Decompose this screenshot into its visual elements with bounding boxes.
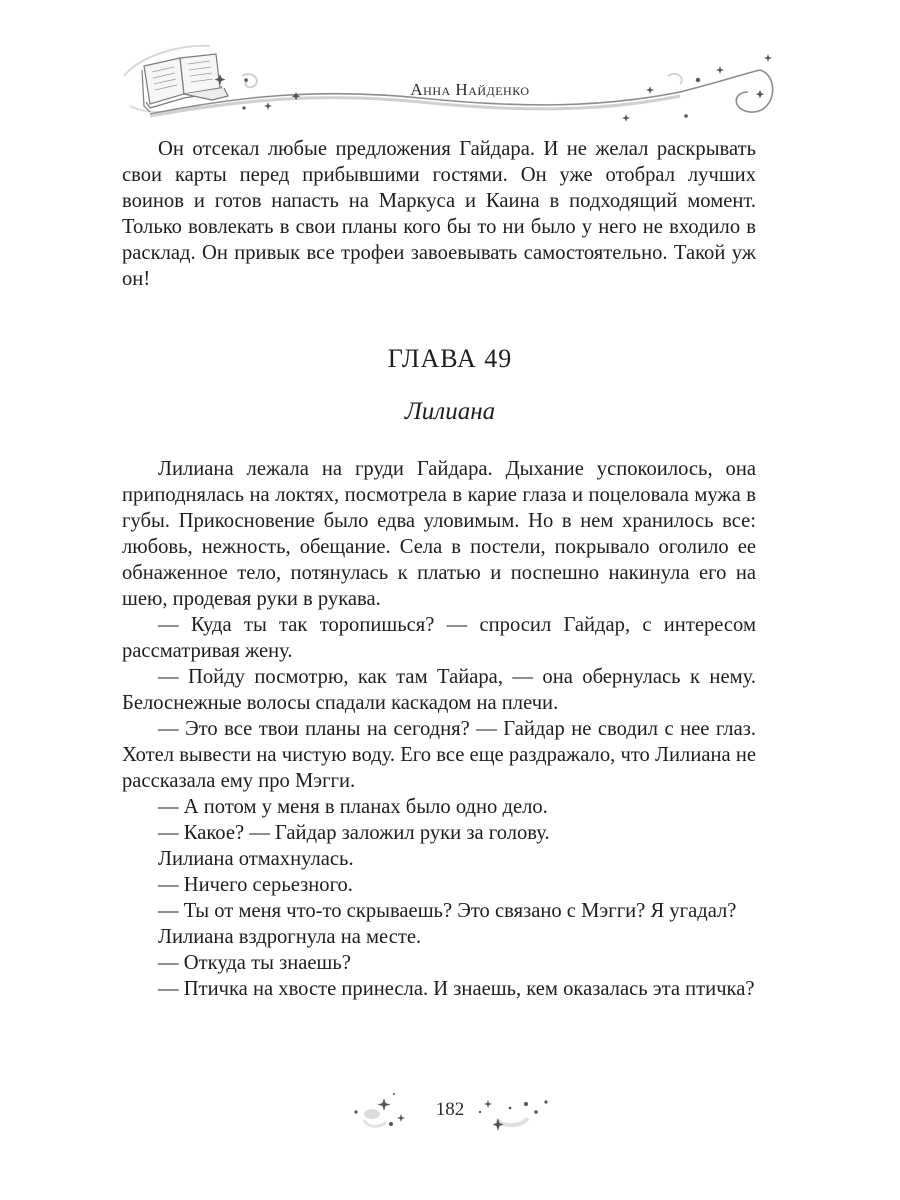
section-continuation xyxy=(122,136,756,292)
dialogue-line: — Куда ты так торопишься? — спросил Гайдар, с интересом рассматривая жену. xyxy=(122,614,756,662)
chapter-title: ГЛАВА 49 xyxy=(387,344,513,373)
footer-ornament-right-icon xyxy=(476,1090,556,1134)
dialogue-line: — Пойду посмотрю, как там Тайара, — она обернулась к нему. Белоснежные волосы спадали каскадом на плечи. xyxy=(122,666,756,714)
dialogue-line: — Ничего серьезного. xyxy=(158,874,353,896)
footer-ornament-left-icon xyxy=(330,1090,410,1134)
dialogue-line: — Ты от меня что-то скрываешь? Это связано с Мэгги? Я угадал? xyxy=(158,900,737,922)
chapter-body xyxy=(122,456,756,1002)
dialogue-line: — Это все твои планы на сегодня? — Гайдар не сводил с нее глаз. Хотел вывести на чистую воду. Его все еще раздражало, что Лилиана не рассказала ему про Мэгги. xyxy=(122,718,756,792)
paragraph: Он отсекал любые предложения Гайдара. И не желал раскрывать свои карты перед прибывшими гостями. Он уже отобрал лучших воинов и готов напасть на Маркуса и Каина в подходящий момент. Только вовлекать в свои планы кого бы то ни было у него не входило в расклад. Он привык все трофеи завоевывать самостоятельно. Такой уж он! xyxy=(122,138,756,290)
page-footer xyxy=(330,1090,570,1134)
dialogue-line: — Какое? — Гайдар заложил руки за голову. xyxy=(158,822,550,844)
dialogue-line: — Птичка на хвосте принесла. И знаешь, кем оказалась эта птичка? xyxy=(158,978,755,1000)
paragraph: Лилиана лежала на груди Гайдара. Дыхание успокоилось, она приподнялась на локтях, посмотрела в карие глаза и поцеловала мужа в губы. Прикосновение было едва уловимым. Но в нем хранилось все: любовь, нежность, обещание. Села в постели, покрывало оголило ее обнаженное тело, потянулась к платью и поспешно накинула его на шею, продевая руки в рукава. xyxy=(122,458,756,610)
dialogue-line: — Откуда ты знаешь? xyxy=(158,952,351,974)
paragraph: Лилиана вздрогнула на месте. xyxy=(158,926,422,948)
running-header xyxy=(120,36,780,126)
paragraph: Лилиана отмахнулась. xyxy=(158,848,354,870)
dialogue-line: — А потом у меня в планах было одно дело. xyxy=(158,796,548,818)
running-header-author: Анна Найденко xyxy=(410,80,530,99)
chapter-subtitle: Лилиана xyxy=(404,398,496,425)
page-number: 182 xyxy=(435,1099,465,1120)
